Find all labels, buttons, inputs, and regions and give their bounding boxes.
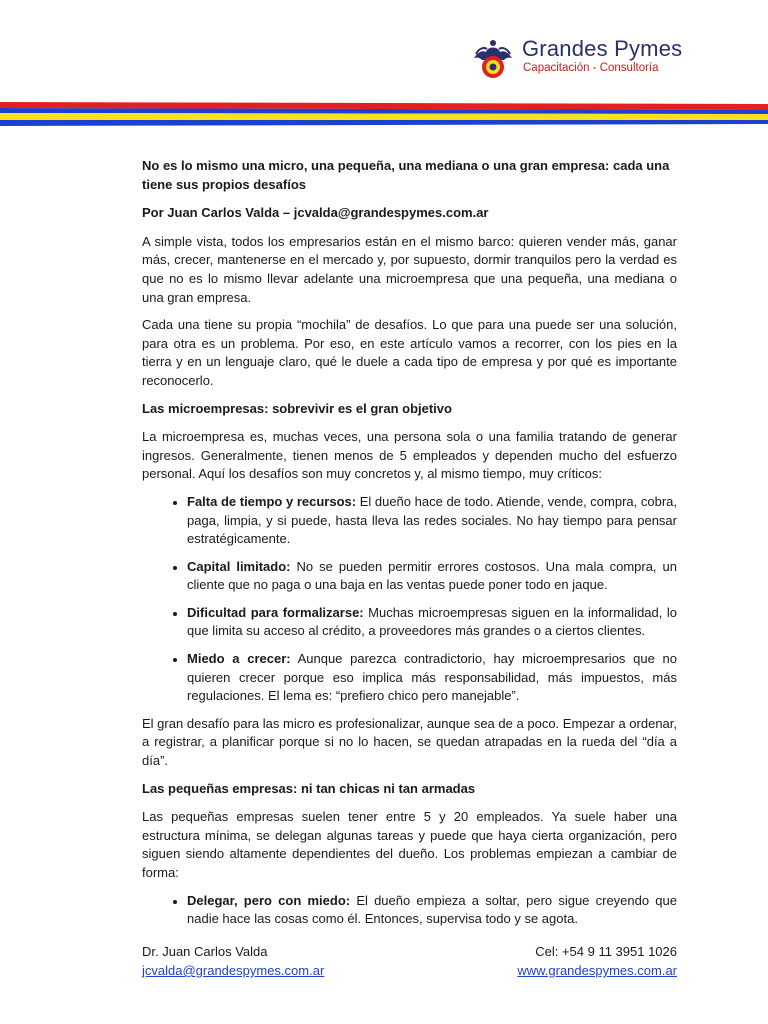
list-item — [187, 558, 677, 595]
section-closing-micro: El gran desafío para las micro es profesionalizar, aunque sea de a poco. Empezar a ordenar, a registrar, a planificar porque si no lo hacen, se quedan atrapadas en la rueda del “día a día”. — [142, 715, 677, 769]
item-label: Dificultad para formalizarse: — [187, 604, 364, 620]
list-item — [187, 650, 677, 706]
section-intro-small: Las pequeñas empresas suelen tener entre 5 y 20 empleados. Ya suele haber una estructura mínima, se delegan algunas tareas y puede que haya cierta organización, pero siguen siendo altamente dependientes del dueño. Los problemas empiezan a cambiar de forma: — [142, 809, 677, 880]
brand-tagline: Capacitación - Consultoría — [523, 62, 659, 74]
section-heading-small: Las pequeñas empresas: ni tan chicas ni tan armadas — [142, 780, 476, 796]
item-text: El dueño empieza a soltar, pero sigue creyendo que nadie hace las cosas como él. Entonces, supervisa todo y se agota. — [187, 892, 677, 927]
list-item — [187, 604, 677, 641]
section-heading-micro: Las microempresas: sobrevivir es el gran objetivo — [142, 400, 452, 416]
item-label: Delegar, pero con miedo: — [187, 892, 351, 908]
logo-emblem-icon — [470, 36, 516, 80]
article-byline: Por Juan Carlos Valda – jcvalda@grandespymes.com.ar — [142, 205, 489, 221]
item-label: Capital limitado: — [187, 558, 291, 574]
intro-paragraph-1: A simple vista, todos los empresarios están en el mismo barco: quieren vender más, ganar más, crecer, mantenerse en el mercado y, por supuesto, dormir tranquilos pero la verdad es que no es lo mismo llevar adelante una microempresa que una pequeña, una mediana o una gran empresa. — [142, 233, 677, 305]
list-item — [187, 892, 677, 929]
item-label: Falta de tiempo y recursos: — [187, 493, 357, 509]
footer-left — [142, 942, 324, 980]
footer-right — [517, 942, 677, 980]
item-label: Miedo a crecer: — [187, 651, 291, 667]
article-body — [142, 157, 677, 938]
header-flag-stripes — [0, 102, 768, 130]
section-intro-micro: La microempresa es, muchas veces, una persona sola o una familia tratando de generar ingresos. Generalmente, tienen menos de 5 empleados y dependen mucho del esfuerzo personal. Aquí los desafíos son muy concretos y, al mismo tiempo, muy críticos: — [142, 429, 677, 482]
item-text: No se pueden permitir errores costosos. Una mala compra, un cliente que no paga o una baja en las ventas puede poner todo en jaque. — [187, 558, 677, 593]
brand-name: Grandes Pymes — [522, 36, 683, 61]
author-name: Dr. Juan Carlos Valda — [142, 944, 268, 959]
list-item — [187, 493, 677, 549]
phone-number: Cel: +54 9 11 3951 1026 — [535, 944, 677, 959]
item-text: El dueño hace de todo. Atiende, vende, compra, cobra, paga, limpia, y si puede, hasta lleva las redes sociales. No hay tiempo para pensar estratégicamente. — [187, 493, 677, 547]
website-link[interactable]: www.grandespymes.com.ar — [517, 963, 677, 978]
challenge-list-small — [142, 892, 677, 929]
brand-logo — [470, 36, 683, 80]
email-link[interactable]: jcvalda@grandespymes.com.ar — [142, 963, 325, 978]
article-title: No es lo mismo una micro, una pequeña, una mediana o una gran empresa: cada una tiene sus propios desafíos — [142, 158, 670, 192]
item-text: Muchas microempresas siguen en la informalidad, lo que limita su acceso al crédito, a proveedores más grandes o a ciertos clientes. — [187, 604, 677, 639]
challenge-list-micro — [142, 493, 677, 706]
item-text: Aunque parezca contradictorio, hay microempresarios que no quieren crecer porque eso implica más responsabilidad, más impuestos, más regulaciones. El lema es: “prefiero chico pero manejable”. — [187, 651, 678, 704]
intro-paragraph-2: Cada una tiene su propia “mochila” de desafíos. Lo que para una puede ser una solución, para otra es un problema. Por eso, en este artículo vamos a recorrer, con los pies en la tierra y en un lenguaje claro, qué le duele a cada tipo de empresa y por qué es importante reconocerlo. — [142, 317, 677, 388]
